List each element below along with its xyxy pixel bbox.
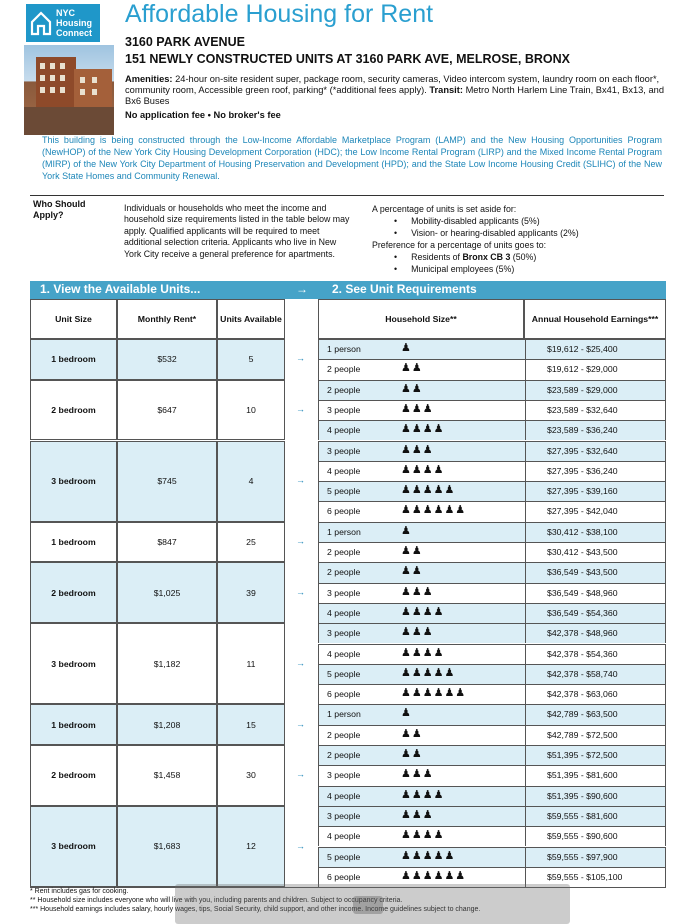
income-range: $30,412 - $43,500: [547, 547, 618, 557]
table-row: [318, 400, 666, 420]
income-range: $42,378 - $63,060: [547, 689, 618, 700]
household-size-label: 3 people: [327, 587, 361, 598]
band-right-label: 2. See Unit Requirements: [332, 282, 477, 296]
household-size-label: 4 people: [327, 607, 361, 618]
header-annual-earnings: Annual Household Earnings***: [524, 299, 666, 339]
table-row: [318, 644, 666, 664]
table-row: [318, 847, 666, 867]
income-range: $27,395 - $39,160: [547, 486, 618, 497]
income-range: $19,612 - $25,400: [547, 344, 618, 354]
units-table: [30, 299, 666, 886]
person-icon: ♟♟: [401, 382, 423, 395]
table-row: [318, 623, 666, 643]
table-row: [318, 339, 666, 359]
income-range: $36,549 - $43,500: [547, 567, 618, 578]
income-range: $42,789 - $72,500: [547, 729, 618, 740]
person-icon: ♟♟♟: [401, 443, 434, 456]
program-description: This building is being constructed through the Low-Income Affordable Marketplace Program (LAMP) and the New Housing Opportunities Program (NewHOP) of the New York City Housing Development Corporation (HDC); the Low Income Rental Program (LIRP) and the Mixed Income Rental Program (MIRP) of the New York City Department of Housing Preservation and Development (HPD); and the State Low Income Housing Credit (SLIHC) of the New York State Homes and Community Renewal.: [42, 135, 662, 181]
income-range: $42,378 - $48,960: [547, 628, 618, 639]
arrow-right-icon: →: [296, 536, 305, 546]
rent-cell: $1,182: [117, 623, 217, 704]
household-size-label: 4 people: [327, 831, 361, 842]
units-cell: 25: [217, 522, 285, 563]
list-item: • Municipal employees (5%): [398, 263, 662, 275]
unit-size-cell: 2 bedroom: [30, 745, 117, 806]
logo-text: NYC Housing Connect: [56, 8, 92, 38]
person-icon: ♟♟♟♟: [401, 463, 445, 476]
person-icon: ♟: [401, 524, 412, 537]
person-icon: ♟♟♟: [401, 626, 434, 639]
unit-size-cell: 1 bedroom: [30, 704, 117, 745]
income-range: $59,555 - $105,100: [547, 871, 623, 882]
address: 3160 PARK AVENUE: [125, 35, 245, 49]
arrow-right-icon: →: [296, 769, 305, 780]
table-row: [318, 786, 666, 806]
household-size-label: 4 people: [327, 648, 361, 659]
rent-cell: $1,025: [117, 562, 217, 623]
income-range: $30,412 - $38,100: [547, 526, 618, 537]
person-icon: ♟♟♟♟♟♟: [401, 504, 467, 517]
rent-cell: $847: [117, 522, 217, 563]
income-range: $42,789 - $63,500: [547, 709, 618, 720]
rent-cell: $647: [117, 380, 217, 441]
person-icon: ♟♟♟♟: [401, 829, 445, 842]
rent-cell: $1,458: [117, 745, 217, 806]
units-cell: 39: [217, 562, 285, 623]
table-row: [318, 542, 666, 562]
rent-cell: $1,208: [117, 704, 217, 745]
table-row: [318, 806, 666, 826]
unit-size-cell: 3 bedroom: [30, 806, 117, 887]
income-range: $23,589 - $36,240: [547, 425, 618, 436]
table-row: [318, 704, 666, 724]
fees-note: No application fee • No broker's fee: [125, 110, 281, 120]
rent-cell: $532: [117, 339, 217, 380]
units-cell: 5: [217, 339, 285, 380]
house-icon: [30, 10, 52, 36]
unit-size-cell: 2 bedroom: [30, 380, 117, 441]
household-size-label: 4 people: [327, 465, 361, 476]
household-size-label: 2 people: [327, 729, 361, 740]
unit-size-cell: 3 bedroom: [30, 623, 117, 704]
person-icon: ♟♟♟♟♟: [401, 666, 456, 679]
household-size-label: 6 people: [327, 871, 361, 882]
table-row: [318, 380, 666, 400]
table-row: [318, 684, 666, 704]
table-row: [318, 562, 666, 582]
toolbar-button[interactable]: [353, 896, 383, 914]
household-size-label: 2 people: [327, 547, 361, 557]
list-item: • Vision- or hearing-disabled applicants (2%): [398, 227, 662, 239]
person-icon: ♟♟♟♟♟♟: [401, 687, 467, 700]
rent-cell: $745: [117, 441, 217, 522]
person-icon: ♟: [401, 707, 412, 720]
arrow-right-icon: →: [296, 657, 305, 668]
income-range: $23,589 - $32,640: [547, 404, 618, 415]
arrow-right-icon: →: [296, 404, 305, 415]
arrow-right-icon: →: [296, 282, 308, 296]
unit-size-cell: 1 bedroom: [30, 339, 117, 380]
unit-size-cell: 3 bedroom: [30, 441, 117, 522]
arrow-right-icon: →: [296, 475, 305, 486]
units-cell: 15: [217, 704, 285, 745]
household-size-label: 4 people: [327, 790, 361, 801]
household-size-label: 1 person: [327, 709, 361, 720]
table-row: [318, 664, 666, 684]
person-icon: ♟♟♟♟♟: [401, 484, 456, 497]
viewer-toolbar-overlay: [175, 884, 570, 924]
income-range: $42,378 - $58,740: [547, 668, 618, 679]
who-should-apply-heading: Who Should Apply?: [33, 199, 86, 220]
income-range: $19,612 - $29,000: [547, 364, 618, 375]
who-should-apply-text: Individuals or households who meet the income and household size requirements listed in the table below may apply. Qualified applicants will be required to meet additional selection criteria. Applicants who live in New York City receive a general preference for apartments.: [124, 203, 350, 259]
header-unit-size: Unit Size: [30, 299, 117, 339]
person-icon: ♟♟♟♟♟: [401, 849, 456, 862]
income-range: $59,555 - $97,900: [547, 851, 618, 862]
units-cell: 4: [217, 441, 285, 522]
set-aside-info: A percentage of units is set aside for: • Mobility-disabled applicants (5%) • Vision- or hearing-disabled applicants (2%) Preference for a percentage of units goes to: • Residents of Bronx CB 3 (50%) • Municipal employees (5%): [372, 203, 662, 275]
rent-cell: $1,683: [117, 806, 217, 887]
table-row: [318, 481, 666, 501]
person-icon: ♟♟♟: [401, 768, 434, 781]
table-row: [318, 501, 666, 521]
person-icon: ♟♟♟♟: [401, 788, 445, 801]
person-icon: ♟♟: [401, 362, 423, 375]
table-row: [318, 826, 666, 846]
table-row: [318, 603, 666, 623]
income-range: $27,395 - $42,040: [547, 506, 618, 517]
household-size-label: 5 people: [327, 486, 361, 497]
income-range: $36,549 - $48,960: [547, 587, 618, 598]
person-icon: ♟♟: [401, 545, 423, 557]
person-icon: ♟♟♟♟♟♟: [401, 869, 467, 882]
person-icon: ♟: [401, 342, 412, 354]
income-range: $36,549 - $54,360: [547, 607, 618, 618]
arrow-right-icon: →: [296, 586, 305, 597]
person-icon: ♟♟: [401, 748, 423, 760]
table-row: [318, 441, 666, 461]
table-row: [318, 420, 666, 440]
units-cell: 11: [217, 623, 285, 704]
household-size-label: 6 people: [327, 689, 361, 700]
income-range: $51,395 - $90,600: [547, 790, 618, 801]
person-icon: ♟♟♟♟: [401, 646, 445, 659]
units-cell: 30: [217, 745, 285, 806]
unit-size-cell: 2 bedroom: [30, 562, 117, 623]
table-row: [318, 745, 666, 765]
person-icon: ♟♟♟: [401, 808, 434, 821]
unit-size-cell: 1 bedroom: [30, 522, 117, 563]
divider: [30, 195, 664, 196]
income-range: $51,395 - $72,500: [547, 750, 618, 760]
header-household-size: Household Size**: [318, 299, 524, 339]
household-size-label: 2 people: [327, 384, 361, 395]
household-size-label: 1 person: [327, 344, 361, 354]
income-range: $51,395 - $81,600: [547, 770, 618, 781]
household-size-label: 5 people: [327, 851, 361, 862]
income-range: $27,395 - $36,240: [547, 465, 618, 476]
arrow-right-icon: →: [296, 718, 305, 729]
section-band: [30, 281, 666, 299]
household-size-label: 4 people: [327, 425, 361, 436]
household-size-label: 3 people: [327, 445, 361, 456]
household-size-label: 3 people: [327, 404, 361, 415]
income-range: $59,555 - $81,600: [547, 810, 618, 821]
table-row: [318, 765, 666, 785]
person-icon: ♟♟♟♟: [401, 605, 445, 618]
household-size-label: 1 person: [327, 526, 361, 537]
building-photo: [24, 45, 114, 135]
table-row: [318, 725, 666, 745]
person-icon: ♟♟: [401, 727, 423, 740]
household-size-label: 5 people: [327, 668, 361, 679]
table-row: [318, 522, 666, 542]
units-cell: 12: [217, 806, 285, 887]
household-size-label: 3 people: [327, 810, 361, 821]
household-size-label: 3 people: [327, 628, 361, 639]
arrow-right-icon: →: [296, 353, 305, 364]
household-size-label: 2 people: [327, 364, 361, 375]
person-icon: ♟♟♟: [401, 585, 434, 598]
person-icon: ♟♟♟♟: [401, 423, 445, 436]
household-size-label: 6 people: [327, 506, 361, 517]
household-size-label: 2 people: [327, 750, 361, 760]
page-title: Affordable Housing for Rent: [125, 0, 434, 28]
income-range: $42,378 - $54,360: [547, 648, 618, 659]
units-heading: 151 NEWLY CONSTRUCTED UNITS AT 3160 PARK AVE, MELROSE, BRONX: [125, 52, 570, 66]
household-size-label: 2 people: [327, 567, 361, 578]
header-monthly-rent: Monthly Rent*: [117, 299, 217, 339]
household-size-label: 3 people: [327, 770, 361, 781]
arrow-right-icon: →: [296, 840, 305, 851]
person-icon: ♟♟: [401, 565, 423, 578]
footnotes: * Rent includes gas for cooking. ** Household size includes everyone who will live with you, including parents and children. Subject to occupancy criteria. *** Household earnings includes salary, hourly wages, tips, Social Security, child support, and other income. Income guidelines subject to change.: [30, 888, 481, 913]
list-item: • Residents of Bronx CB 3 (50%): [398, 251, 662, 263]
income-range: $59,555 - $90,600: [547, 831, 618, 842]
amenities: Amenities: 24-hour on-site resident super, package room, security cameras, Video intercom system, laundry room on each floor*, community room, Accessible green roof, parking* (*additional fees apply). Transit: Metro North Harlem Line Train, Bx41, Bx13, and Bx6 Buses: [125, 74, 664, 107]
nyc-housing-connect-logo: [26, 4, 100, 42]
header-units-available: Units Available: [217, 299, 285, 339]
band-left-label: 1. View the Available Units...: [40, 282, 201, 296]
income-range: $23,589 - $29,000: [547, 384, 618, 395]
person-icon: ♟♟♟: [401, 402, 434, 415]
table-row: [318, 359, 666, 379]
list-item: • Mobility-disabled applicants (5%): [398, 215, 662, 227]
units-cell: 10: [217, 380, 285, 441]
income-range: $27,395 - $32,640: [547, 445, 618, 456]
table-row: [318, 583, 666, 603]
table-row: [318, 461, 666, 481]
